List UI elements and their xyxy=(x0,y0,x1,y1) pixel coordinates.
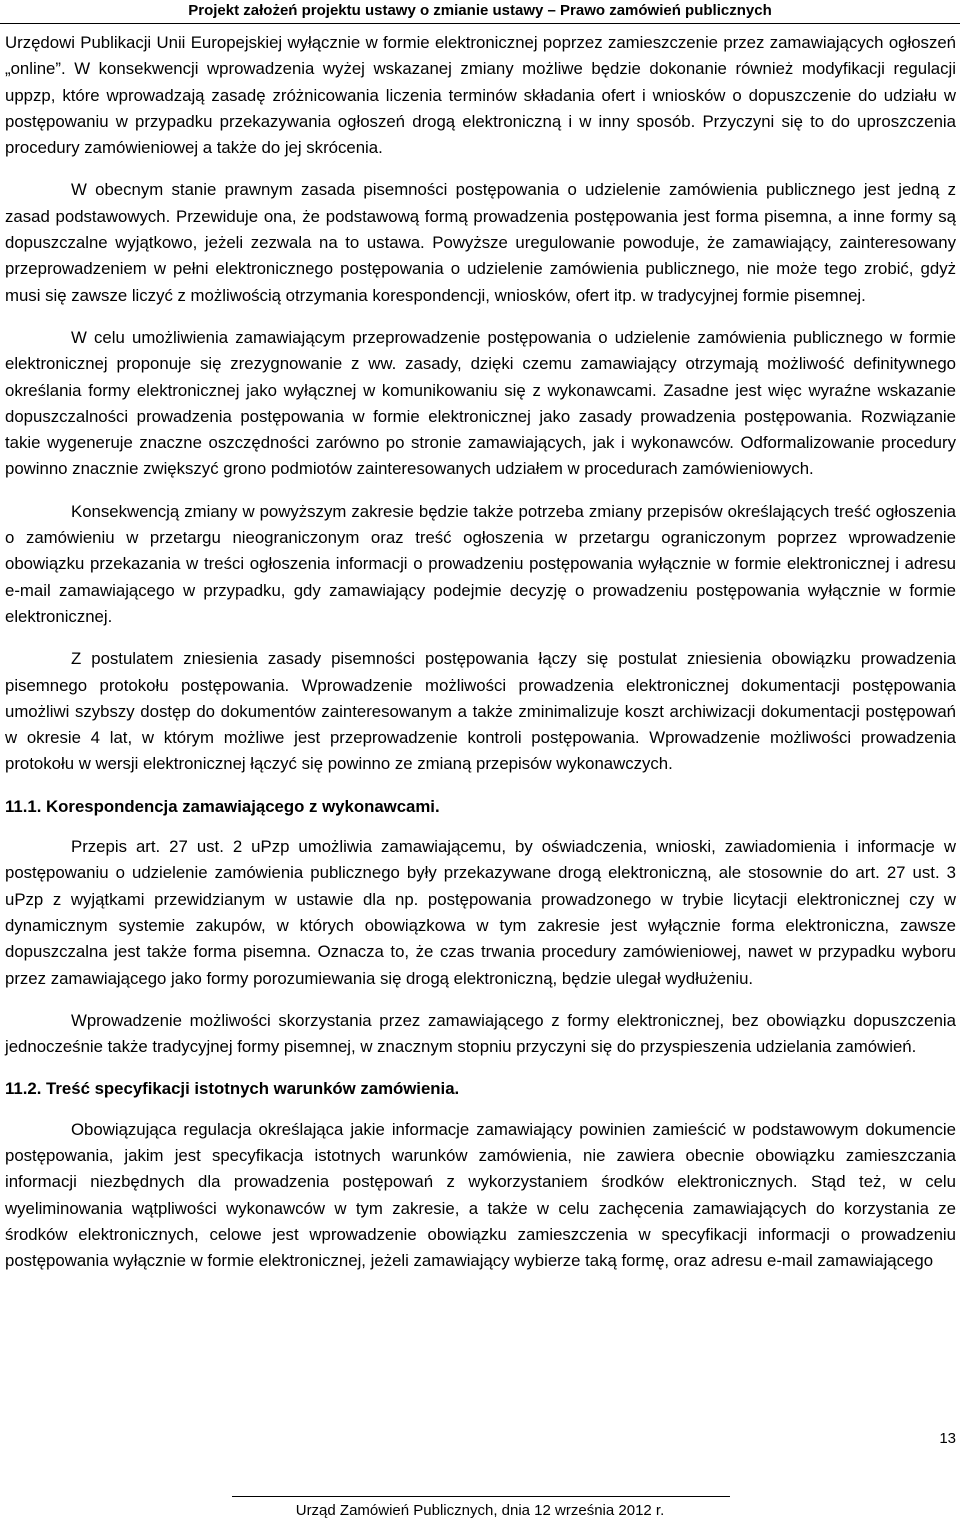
paragraph-6: Przepis art. 27 ust. 2 uPzp umożliwia zamawiającemu, by oświadczenia, wnioski, zawiadomienia i informacje w postępowaniu o udzielenie zamówienia publicznego były przekazywane drogą elektroniczną, ale stosownie do art. 27 ust. 3 uPzp z wyjątkami przewidzianym w ustawie dla np. postępowania prowadzonego w trybie licytacji elektronicznej czy w dynamicznym systemie zakupów, w których obowiązkowa w tym zakresie jest wyłącznie forma elektroniczna, zawsze dopuszczalna jest także forma pisemna. Oznacza to, że czas trwania procedury zamówieniowej, nawet w przypadku wyboru przez zamawiającego jako formy porozumiewania się drogą elektroniczną, będzie ulegał wydłużeniu. xyxy=(5,837,956,988)
paragraph-5: Z postulatem zniesienia zasady pisemności postępowania łączy się postulat zniesienia obowiązku prowadzenia pisemnego protokołu postępowania. Wprowadzenie możliwości prowadzenia elektronicznej dokumentacji postępowania umożliwi szybszy dostęp do dokumentów zainteresowanym a także zminimalizuje koszt archiwizacji dokumentacji postępowań w okresie 4 lat, w którym możliwe jest przeprowadzenie kontroli postępowania. Wprowadzenie możliwości prowadzenia protokołu w wersji elektronicznej łączyć się powinno ze zmianą przepisów wykonawczych. xyxy=(5,649,956,774)
header-rule xyxy=(0,23,960,24)
footer-rule xyxy=(232,1496,730,1497)
paragraph-3: W celu umożliwienia zamawiającym przeprowadzenie postępowania o udzielenie zamówienia publicznego w formie elektronicznej proponuje się zrezygnowanie z ww. zasady, dzięki czemu zamawiający otrzymają możliwość definitywnego określania formy elektronicznej jako wyłącznej w komunikowaniu się z wykonawcami. Zasadne jest więc wyraźne wskazanie dopuszczalności prowadzenia postępowania w formie elektronicznej jako zasady prowadzenia postępowania. Rozwiązanie takie wygeneruje znaczne oszczędności zarówno po stronie zamawiających, jak i wykonawców. Odformalizowanie procedury powinno znacznie zwiększyć grono podmiotów zainteresowanych udziałem w procedurach zamówieniowych. xyxy=(5,327,956,479)
paragraph-7: Wprowadzenie możliwości skorzystania przez zamawiającego z formy elektronicznej, bez obowiązku dopuszczenia jednocześnie także tradycyjnej formy pisemnej, w znacznym stopniu przyczyni się do przyspieszenia udzielania zamówień. xyxy=(5,1010,956,1057)
body-text xyxy=(5,30,956,1290)
paragraph-1: Urzędowi Publikacji Unii Europejskiej wyłącznie w formie elektronicznej poprzez zamieszczenie przez zamawiających ogłoszeń „online”. W konsekwencji wprowadzenia wyżej wskazanej zmiany możliwe będzie dokonanie również modyfikacji regulacji uppzp, które wprowadzają zasadę zróżnicowania liczenia terminów składania ofert i wniosków o dopuszczenie do udziału w postępowaniu w przypadku przekazywania ogłoszeń drogą elektroniczną i w inny sposób. Przyczyni się to do uproszczenia procedury zamówieniowej a także do jej skrócenia. xyxy=(5,33,956,158)
paragraph-4: Konsekwencją zmiany w powyższym zakresie będzie także potrzeba zmiany przepisów określających treść ogłoszenia o zamówieniu w przetargu nieograniczonym oraz treść ogłoszenia w przetargu ograniczonym poprzez wprowadzenie obowiązku przekazania w treści ogłoszenia informacji o prowadzeniu postępowania wyłącznie w formie elektronicznej i adresu e-mail zamawiającego w przypadku, gdy zamawiający podejmie decyzję o prowadzeniu postępowania wyłącznie w formie elektronicznej. xyxy=(5,501,956,626)
running-footer: Urząd Zamówień Publicznych, dnia 12 września 2012 r. xyxy=(295,1502,665,1519)
paragraph-2: W obecnym stanie prawnym zasada pisemności postępowania o udzielenie zamówienia publicznego jest jedną z zasad podstawowych. Przewiduje ona, że podstawową formą prowadzenia postępowania jest forma pisemna, a inne formy są dopuszczalne wyjątkowo, jeżeli zezwala na to ustawa. Powyższe uregulowanie powoduje, że zamawiający, zainteresowany przeprowadzeniem w pełni elektronicznego postępowania o udzielenie zamówienia publicznego, nie może tego zrobić, gdyż musi się zawsze liczyć z możliwością otrzymania korespondencji, wniosków, ofert itp. w tradycyjnej formie pisemnej. xyxy=(5,180,956,305)
paragraph-8: Obowiązująca regulacja określająca jakie informacje zamawiający powinien zamieścić w podstawowym dokumencie postępowania, jakim jest specyfikacja istotnych warunków zamówienia, nie zawiera obecnie obowiązku zamieszczania informacji niezbędnych dla prowadzenia postępowań z wykorzystaniem środków elektronicznych. Stąd też, w celu wyeliminowania wątpliwości wykonawców w tym zakresie, a także w celu zachęcenia zamawiających do korzystania ze środków elektronicznych, celowe jest wprowadzenie obowiązku zamieszczenia w specyfikacji informacji o prowadzeniu postępowania wyłącznie w formie elektronicznej, jeżeli zamawiający wybierze taką formę, oraz adresu e-mail zamawiającego xyxy=(5,1119,956,1271)
running-header: Projekt założeń projektu ustawy o zmianie ustawy – Prawo zamówień publicznych xyxy=(188,2,772,19)
section-heading-11-2: 11.2. Treść specyfikacji istotnych warunków zamówienia. xyxy=(5,1079,460,1099)
page-number: 13 xyxy=(939,1430,956,1447)
section-heading-11-1: 11.1. Korespondencja zamawiającego z wykonawcami. xyxy=(5,796,440,816)
